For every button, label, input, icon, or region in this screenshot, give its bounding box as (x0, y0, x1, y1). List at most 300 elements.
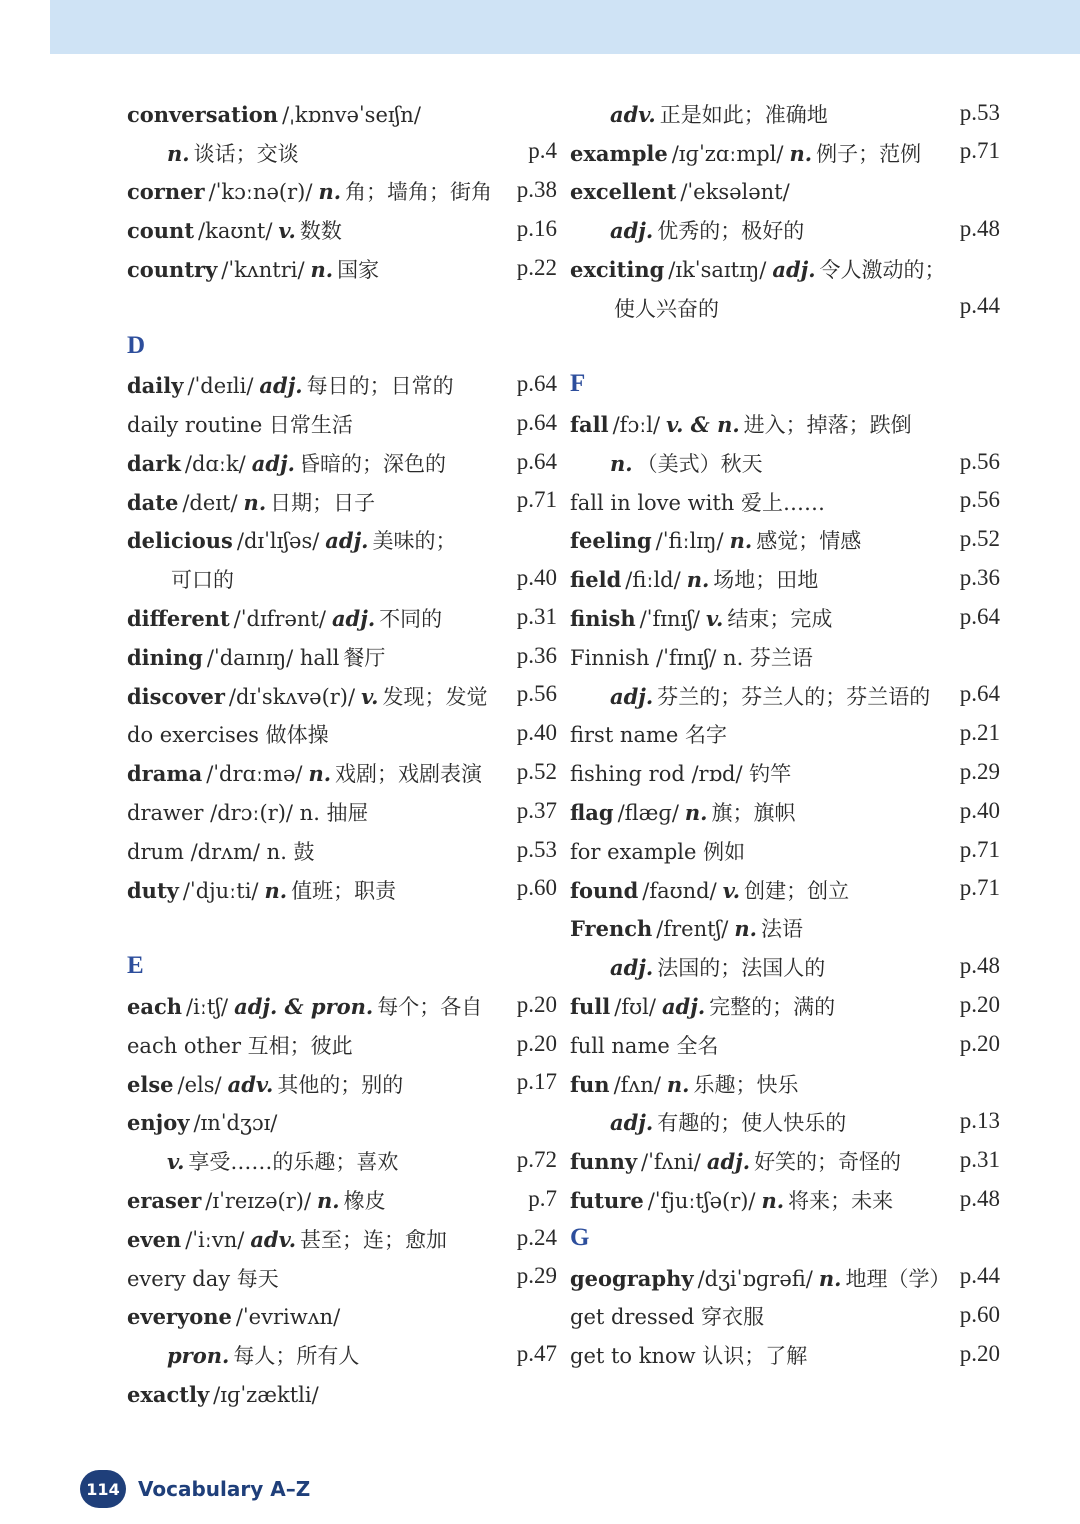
phrase-text: fall in love with 爱上…… (570, 491, 825, 515)
headword: count (127, 219, 195, 244)
page-ref: p.17 (516, 1069, 557, 1095)
definition: 有趣的；使人快乐的 (657, 1111, 847, 1136)
headword: even (127, 1227, 182, 1252)
entry-text (127, 879, 557, 903)
definition: 芬兰的；芬兰人的；芬兰语的 (657, 684, 931, 709)
page-ref: p.53 (959, 99, 1000, 125)
headword: corner (127, 180, 205, 205)
entry-text (127, 529, 557, 553)
entry-text (127, 995, 557, 1019)
vocab-entry (127, 980, 557, 1019)
vocab-entry (570, 1019, 1000, 1058)
pronunciation: /dʒiˈɒɡrəfi/ (697, 1266, 813, 1291)
definition: 旗；旗帜 (711, 801, 796, 826)
vocab-entry (570, 476, 1000, 515)
headword: exciting (570, 257, 665, 282)
entry-text (570, 219, 1000, 243)
page-ref: p.64 (516, 448, 557, 474)
vocab-entry (570, 243, 1000, 282)
definition: 乐趣；快乐 (693, 1072, 799, 1097)
page-ref: p.71 (959, 138, 1000, 164)
page-ref: p.52 (959, 526, 1000, 552)
page-ref: p.64 (959, 681, 1000, 707)
pronunciation: /ˈdaɪnɪŋ/ hall (206, 645, 340, 670)
vocab-entry (570, 631, 1000, 670)
page-ref: p.48 (959, 215, 1000, 241)
entry-text (570, 298, 1000, 321)
headword: funny (570, 1150, 638, 1175)
definition: 令人激动的； (819, 257, 946, 282)
part-of-speech: adj. (610, 219, 654, 244)
vocab-entry (570, 980, 1000, 1019)
definition: 使人兴奋的 (614, 297, 719, 321)
definition: 优秀的；极好的 (657, 219, 805, 244)
page-ref: p.4 (528, 138, 557, 164)
headword: each (127, 995, 183, 1020)
entry-text (570, 180, 1000, 204)
part-of-speech: adj. (772, 257, 816, 282)
headword: future (570, 1189, 644, 1214)
vocab-entry (570, 204, 1000, 243)
part-of-speech: n. (318, 180, 342, 205)
definition: 好笑的；奇怪的 (754, 1150, 902, 1175)
page-ref: p.29 (516, 1263, 557, 1289)
part-of-speech: adj. (610, 1111, 654, 1136)
pronunciation: /ɪkˈsaɪtɪŋ/ (668, 257, 767, 282)
headword: fall (570, 413, 609, 438)
vocab-entry (570, 592, 1000, 631)
vocab-entry (570, 709, 1000, 748)
entry-text (570, 568, 1000, 592)
entry-text (127, 685, 557, 709)
phrase-text: drum /drʌm/ n. 鼓 (127, 840, 315, 864)
definition: 每日的；日常的 (306, 374, 454, 399)
entry-text (127, 1073, 557, 1097)
page-ref: p.40 (516, 565, 557, 591)
definition: 角；墙角；街角 (345, 180, 493, 205)
part-of-speech: n. (167, 141, 190, 166)
entry-text (570, 879, 1000, 903)
definition: 戏剧；戏剧表演 (335, 762, 483, 787)
page-ref: p.56 (959, 487, 1000, 513)
vocab-entry (127, 554, 557, 593)
page-ref: p.20 (516, 991, 557, 1017)
vocab-entry (127, 748, 557, 787)
definition: 地理（学） (845, 1266, 951, 1291)
part-of-speech: n. (317, 1189, 340, 1214)
page-ref: p.31 (959, 1147, 1000, 1173)
pronunciation: /ˈfɪnɪʃ/ (639, 607, 700, 632)
pronunciation: /kaʊnt/ (198, 219, 273, 244)
part-of-speech: n. (243, 490, 267, 515)
page-ref: p.71 (959, 875, 1000, 901)
pronunciation: /ˈeksələnt/ (680, 180, 790, 205)
entry-text (570, 801, 1000, 825)
vocab-entry (570, 864, 1000, 903)
entry-text (570, 529, 1000, 553)
pronunciation: /flæɡ/ (617, 801, 679, 826)
page-ref: p.16 (516, 215, 557, 241)
headword: full (570, 995, 611, 1020)
phrase-text: fishing rod /rɒd/ 钓竿 (570, 763, 792, 787)
page-ref: p.64 (516, 409, 557, 435)
entry-text (127, 374, 557, 398)
headword: fun (570, 1072, 610, 1097)
vocab-entry (570, 942, 1000, 981)
vocab-entry (127, 204, 557, 243)
definition: 甚至；连；愈加 (300, 1227, 448, 1252)
definition: （美式）秋天 (636, 451, 763, 476)
entry-text (127, 414, 557, 437)
vocab-entry (570, 1291, 1000, 1330)
part-of-speech: n. (818, 1266, 842, 1291)
vocab-entry (570, 1136, 1000, 1175)
entry-text (127, 569, 557, 592)
entry-text (570, 1306, 1000, 1329)
part-of-speech: n. (684, 801, 708, 826)
spacer (127, 903, 557, 942)
definition: 数数 (299, 219, 342, 244)
entry-text (127, 646, 557, 670)
entry-text (127, 1111, 557, 1135)
headword: different (127, 607, 230, 632)
vocab-entry (127, 243, 557, 282)
part-of-speech: v. (167, 1150, 185, 1175)
left-column (127, 88, 557, 1407)
part-of-speech: n. (761, 1189, 785, 1214)
headword: delicious (127, 529, 233, 554)
phrase-text: each other 互相；彼此 (127, 1034, 353, 1058)
definition: 结束；完成 (727, 607, 833, 632)
page-ref: p.38 (516, 177, 557, 203)
vocab-entry (127, 1136, 557, 1175)
page-ref: p.40 (516, 720, 557, 746)
section-label: Vocabulary A–Z (138, 1477, 311, 1501)
page-ref: p.22 (516, 254, 557, 280)
entry-text (127, 491, 557, 515)
vocab-entry (570, 437, 1000, 476)
pronunciation: /ɪˈreɪzə(r)/ (205, 1189, 312, 1214)
pronunciation: /dɪˈskʌvə(r)/ (228, 684, 356, 709)
vocab-entry (570, 825, 1000, 864)
vocab-entry (570, 1330, 1000, 1369)
entry-text (570, 841, 1000, 864)
part-of-speech: adj. (661, 995, 706, 1020)
part-of-speech: n. (729, 529, 753, 554)
pronunciation: /ˈdrɑːmə/ (206, 762, 303, 787)
vocab-entry (570, 903, 1000, 942)
part-of-speech: v. (361, 684, 379, 709)
vocab-entry (570, 398, 1000, 437)
entry-text (127, 452, 557, 476)
page-ref: p.52 (516, 759, 557, 785)
entry-text (570, 956, 1000, 980)
entry-text (127, 1035, 557, 1058)
pronunciation: /ˈiːvn/ (185, 1227, 245, 1252)
definition: 可口的 (171, 569, 234, 593)
entry-text (127, 219, 557, 243)
vocab-entry (127, 1368, 557, 1407)
entry-text (127, 841, 557, 864)
entry-text (570, 103, 1000, 127)
part-of-speech: n. (610, 451, 633, 476)
part-of-speech: adj. & pron. (234, 995, 374, 1020)
vocab-entry (570, 1058, 1000, 1097)
page-ref: p.60 (516, 875, 557, 901)
pronunciation: /ɪɡˈzæktli/ (213, 1383, 319, 1407)
headword: everyone (127, 1305, 232, 1330)
pronunciation: /iːtʃ/ (186, 995, 229, 1020)
definition: 其他的；别的 (277, 1072, 404, 1097)
headword: else (127, 1072, 174, 1097)
definition: 正是如此；准确地 (659, 102, 828, 127)
pronunciation: /dɪˈlɪʃəs/ (236, 529, 320, 554)
page-ref: p.20 (516, 1030, 557, 1056)
page-ref: p.53 (516, 836, 557, 862)
entry-text (570, 413, 1000, 437)
headword: drama (127, 762, 203, 787)
page-ref: p.71 (516, 487, 557, 513)
part-of-speech: adv. (250, 1227, 297, 1252)
pronunciation: /ɪnˈdʒɔɪ/ (193, 1111, 278, 1136)
entry-text (127, 1228, 557, 1252)
vocab-entry (570, 282, 1000, 321)
part-of-speech: n. (310, 257, 334, 282)
vocab-entry (127, 631, 557, 670)
vocab-entry (127, 1097, 557, 1136)
vocab-entry (570, 1174, 1000, 1213)
pronunciation: /frentʃ/ (656, 917, 729, 942)
pronunciation: /ˈfjuːtʃə(r)/ (647, 1189, 756, 1214)
part-of-speech: n. (789, 141, 813, 166)
part-of-speech: adj. (325, 529, 369, 554)
vocab-entry (570, 1252, 1000, 1291)
vocab-entry (127, 1019, 557, 1058)
vocab-entry (570, 88, 1000, 127)
section-letter: E (127, 952, 144, 980)
page-ref: p.64 (516, 371, 557, 397)
entry-text (127, 103, 557, 127)
page-ref: p.24 (516, 1224, 557, 1250)
letter-heading-row (570, 1213, 1000, 1252)
entry-text (570, 1345, 1000, 1368)
phrase-text: first name 名字 (570, 724, 727, 748)
definition: 每人；所有人 (233, 1344, 360, 1369)
vocab-entry (127, 825, 557, 864)
definition: 完整的；满的 (709, 995, 836, 1020)
page-ref: p.44 (959, 1263, 1000, 1289)
pronunciation: /ˈkʌntri/ (221, 257, 305, 282)
headword: field (570, 568, 622, 593)
page-ref: p.64 (959, 603, 1000, 629)
entry-text (127, 1383, 557, 1407)
page-ref: p.48 (959, 953, 1000, 979)
entry-text (127, 724, 557, 747)
page-ref: p.29 (959, 759, 1000, 785)
top-color-band (50, 0, 1080, 54)
entry-text (570, 763, 1000, 786)
headword: enjoy (127, 1111, 190, 1136)
letter-heading-row (127, 942, 557, 981)
headword: date (127, 490, 179, 515)
part-of-speech: adj. (259, 374, 303, 399)
page-ref: p.37 (516, 797, 557, 823)
part-of-speech: n. (734, 917, 757, 942)
part-of-speech: n. (308, 762, 332, 787)
part-of-speech: adj. (610, 956, 654, 981)
vocab-entry (127, 437, 557, 476)
page-ref: p.56 (959, 448, 1000, 474)
vocab-entry (127, 1252, 557, 1291)
headword: flag (570, 801, 614, 826)
headword: dining (127, 645, 203, 670)
part-of-speech: adj. (610, 684, 654, 709)
headword: country (127, 257, 218, 282)
definition: 享受……的乐趣；喜欢 (188, 1150, 399, 1175)
headword: geography (570, 1266, 694, 1291)
spacer (570, 321, 1000, 360)
vocab-entry (127, 1058, 557, 1097)
page-ref: p.47 (516, 1341, 557, 1366)
definition: 不同的 (379, 607, 443, 632)
part-of-speech: adj. (706, 1150, 751, 1175)
entry-text (127, 1150, 557, 1174)
vocab-entry (127, 592, 557, 631)
part-of-speech: adj. (331, 607, 376, 632)
vocab-entry (127, 127, 557, 166)
entry-text (570, 142, 1000, 166)
page-ref: p.71 (959, 836, 1000, 862)
pronunciation: /ˈfiːlɪŋ/ (655, 529, 724, 554)
definition: 值班；职责 (291, 878, 397, 903)
definition: 发现；发觉 (382, 684, 488, 709)
phrase-text: Finnish /ˈfɪnɪʃ/ n. 芬兰语 (570, 646, 813, 670)
pronunciation: /ˈkɔːnə(r)/ (208, 180, 313, 205)
section-letter: F (570, 370, 586, 398)
page-ref: p.40 (959, 797, 1000, 823)
page-number-badge: 114 (80, 1470, 126, 1508)
vocab-entry (570, 1097, 1000, 1136)
vocab-entry (127, 476, 557, 515)
pronunciation: /fiːld/ (625, 568, 681, 593)
entry-text (127, 180, 557, 204)
pronunciation: /ˈfʌni/ (641, 1150, 701, 1175)
part-of-speech: n. (686, 568, 710, 593)
page-ref: p.31 (516, 603, 557, 629)
pronunciation: /ˈevriwʌn/ (235, 1305, 341, 1330)
headword: eraser (127, 1189, 202, 1214)
definition: 国家 (337, 257, 380, 282)
entry-text (127, 762, 557, 786)
definition: 例子；范例 (816, 141, 922, 166)
entry-text (570, 995, 1000, 1019)
pronunciation: /dɑːk/ (184, 451, 246, 476)
pronunciation: /fʊl/ (614, 995, 656, 1020)
footer (80, 1470, 310, 1508)
page-ref: p.60 (959, 1302, 1000, 1328)
letter-heading-row (570, 360, 1000, 399)
vocab-entry (127, 398, 557, 437)
entry-text (127, 802, 557, 825)
pronunciation: /fʌn/ (613, 1072, 661, 1097)
entry-text (570, 492, 1000, 515)
definition: 场地；田地 (713, 568, 819, 593)
entry-text (570, 452, 1000, 476)
entry-text (127, 607, 557, 631)
entry-text (570, 607, 1000, 631)
definition: 将来；未来 (788, 1189, 894, 1214)
spacer (127, 282, 557, 321)
headword: feeling (570, 529, 652, 554)
vocab-entry (570, 554, 1000, 593)
part-of-speech: v. (722, 878, 741, 903)
entry-text (570, 1189, 1000, 1213)
pronunciation: /ˈdjuːti/ (182, 878, 259, 903)
pronunciation: /faʊnd/ (642, 878, 717, 903)
page-ref: p.72 (516, 1147, 557, 1173)
vocab-entry (570, 515, 1000, 554)
part-of-speech: v. & n. (666, 413, 740, 438)
entry-text (570, 1073, 1000, 1097)
phrase-text: drawer /drɔː(r)/ n. 抽屉 (127, 802, 369, 826)
definition: 美味的； (372, 529, 457, 554)
vocab-entry (127, 360, 557, 399)
entry-text (570, 1111, 1000, 1135)
pronunciation: /ˈdeɪli/ (187, 374, 254, 399)
page-ref: p.56 (516, 681, 557, 707)
vocab-entry (127, 166, 557, 205)
page-ref: p.20 (959, 1030, 1000, 1056)
part-of-speech: n. (666, 1072, 690, 1097)
pronunciation: /els/ (177, 1072, 222, 1097)
phrase-text: daily routine 日常生活 (127, 414, 353, 438)
part-of-speech: adv. (227, 1072, 274, 1097)
entry-text (570, 917, 1000, 941)
phrase-text: every day 每天 (127, 1267, 279, 1291)
headword: excellent (570, 180, 677, 205)
entry-text (570, 1150, 1000, 1174)
vocab-entry (127, 1330, 557, 1369)
right-column (570, 88, 1000, 1368)
vocab-entry (127, 786, 557, 825)
definition: 进入；掉落；跌倒 (743, 413, 912, 438)
phrase-text: get dressed 穿衣服 (570, 1306, 764, 1330)
page-ref: p.20 (959, 1341, 1000, 1366)
headword: discover (127, 684, 225, 709)
headword: daily (127, 374, 184, 399)
entry-text (570, 1267, 1000, 1291)
vocab-entry (127, 670, 557, 709)
headword: found (570, 878, 639, 903)
pronunciation: /fɔːl/ (612, 413, 661, 438)
definition: 餐厅 (343, 645, 386, 670)
vocab-entry (570, 127, 1000, 166)
vocab-entry (127, 88, 557, 127)
section-letter: G (570, 1223, 590, 1251)
headword: French (570, 917, 653, 942)
pronunciation: /ɪɡˈzɑːmpl/ (671, 141, 784, 166)
definition: 感觉；情感 (756, 529, 862, 554)
part-of-speech: adj. (251, 451, 295, 476)
letter-heading-row (127, 321, 557, 360)
page-ref: p.20 (959, 991, 1000, 1017)
definition: 橡皮 (343, 1189, 386, 1214)
part-of-speech: n. (264, 878, 288, 903)
definition: 每个；各自 (377, 995, 483, 1020)
phrase-text: full name 全名 (570, 1034, 719, 1058)
definition: 创建；创立 (744, 878, 850, 903)
vocab-entry (127, 1213, 557, 1252)
